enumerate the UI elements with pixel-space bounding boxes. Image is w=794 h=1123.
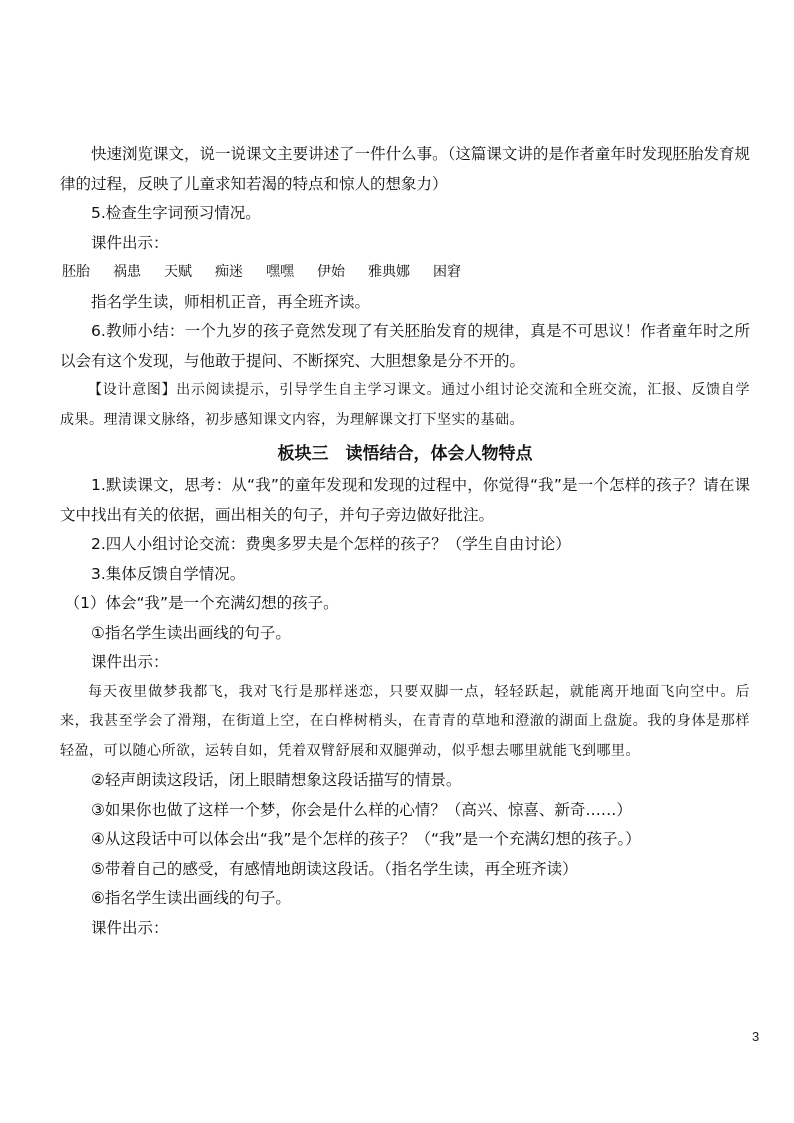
vocab-list	[60, 258, 750, 288]
paragraph-step-4: ④从这段话中可以体会出“我”是个怎样的孩子？（“我”是一个充满幻想的孩子。）	[91, 830, 641, 848]
section-heading: 板块三 读悟结合，体会人物特点	[277, 444, 533, 464]
paragraph-step-2: ②轻声朗读这段话，闭上眼睛想象这段话描写的情景。	[91, 771, 462, 789]
paragraph-step-5: ⑤带着自己的感受，有感情地朗读这段话。（指名学生读，再全班齐读）	[91, 859, 578, 878]
vocab-word: 困窘	[433, 264, 461, 280]
paragraph-step-1: ①指名学生读出画线的句子。	[91, 623, 291, 642]
vocab-word: 痴迷	[215, 264, 243, 280]
paragraph-feedback: 3.集体反馈自学情况。	[91, 564, 246, 583]
paragraph-vocab-check: 5.检查生字词预习情况。	[91, 204, 261, 222]
courseware-label: 课件出示：	[91, 918, 169, 937]
vocab-word: 嘿嘿	[266, 264, 294, 280]
paragraph-group-discussion: 2.四人小组讨论交流：费奥多罗夫是个怎样的孩子？（学生自由讨论）	[91, 535, 571, 553]
vocab-word: 天赋	[164, 264, 192, 280]
vocab-word: 雅典娜	[368, 264, 410, 280]
vocab-word: 祸患	[113, 264, 141, 280]
document-body	[60, 140, 750, 943]
paragraph-teacher-summary: 6.教师小结：一个九岁的孩子竟然发现了有关胚胎发育的规律，真是不可思议！作者童年时之所以会有这个发现，与他敢于提问、不断探究、大胆想象是分不开的。	[60, 322, 750, 370]
vocab-word: 伊始	[317, 264, 345, 280]
paragraph-silent-reading-task: 1.默读课文，思考：从“我”的童年发现和发现的过程中，你觉得“我”是一个怎样的孩子？请在课文中找出有关的依据，画出相关的句子，并句子旁边做好批注。	[60, 476, 750, 524]
courseware-label: 课件出示：	[91, 653, 169, 671]
paragraph-step-6: ⑥指名学生读出画线的句子。	[91, 889, 291, 907]
paragraph-design-intent: 【设计意图】出示阅读提示，引导学生自主学习课文。通过小组讨论交流和全班交流，汇报、反馈自学成果。理清课文脉络，初步感知课文内容，为理解课文打下坚实的基础。	[60, 382, 750, 428]
page-number: 3	[752, 1029, 760, 1044]
courseware-label: 课件出示：	[91, 233, 169, 252]
quoted-passage: 每天夜里做梦我都飞，我对飞行是那样迷恋，只要双脚一点，轻轻跃起，就能离开地面飞向空中。后来，我甚至学会了滑翔，在街道上空，在白桦树梢头，在青青的草地和澄澈的湖面上盘旋。我的身体是那样轻盈，可以随心所欲，运转自如，凭着双臂舒展和双腿弹动，似乎想去哪里就能飞到哪里。	[60, 683, 750, 759]
paragraph-subpoint: （1）体会“我”是一个充满幻想的孩子。	[64, 594, 339, 612]
paragraph-step-3: ③如果你也做了这样一个梦，你会是什么样的心情？（高兴、惊喜、新奇……）	[91, 800, 632, 819]
paragraph-reading-instruction: 指名学生读，师相机正音，再全班齐读。	[91, 292, 371, 311]
vocab-word: 胚胎	[62, 264, 90, 280]
paragraph-summary-task: 快速浏览课文，说一说课文主要讲述了一件什么事。（这篇课文讲的是作者童年时发现胚胎发育规律的过程，反映了儿童求知若渴的特点和惊人的想象力）	[60, 145, 750, 193]
